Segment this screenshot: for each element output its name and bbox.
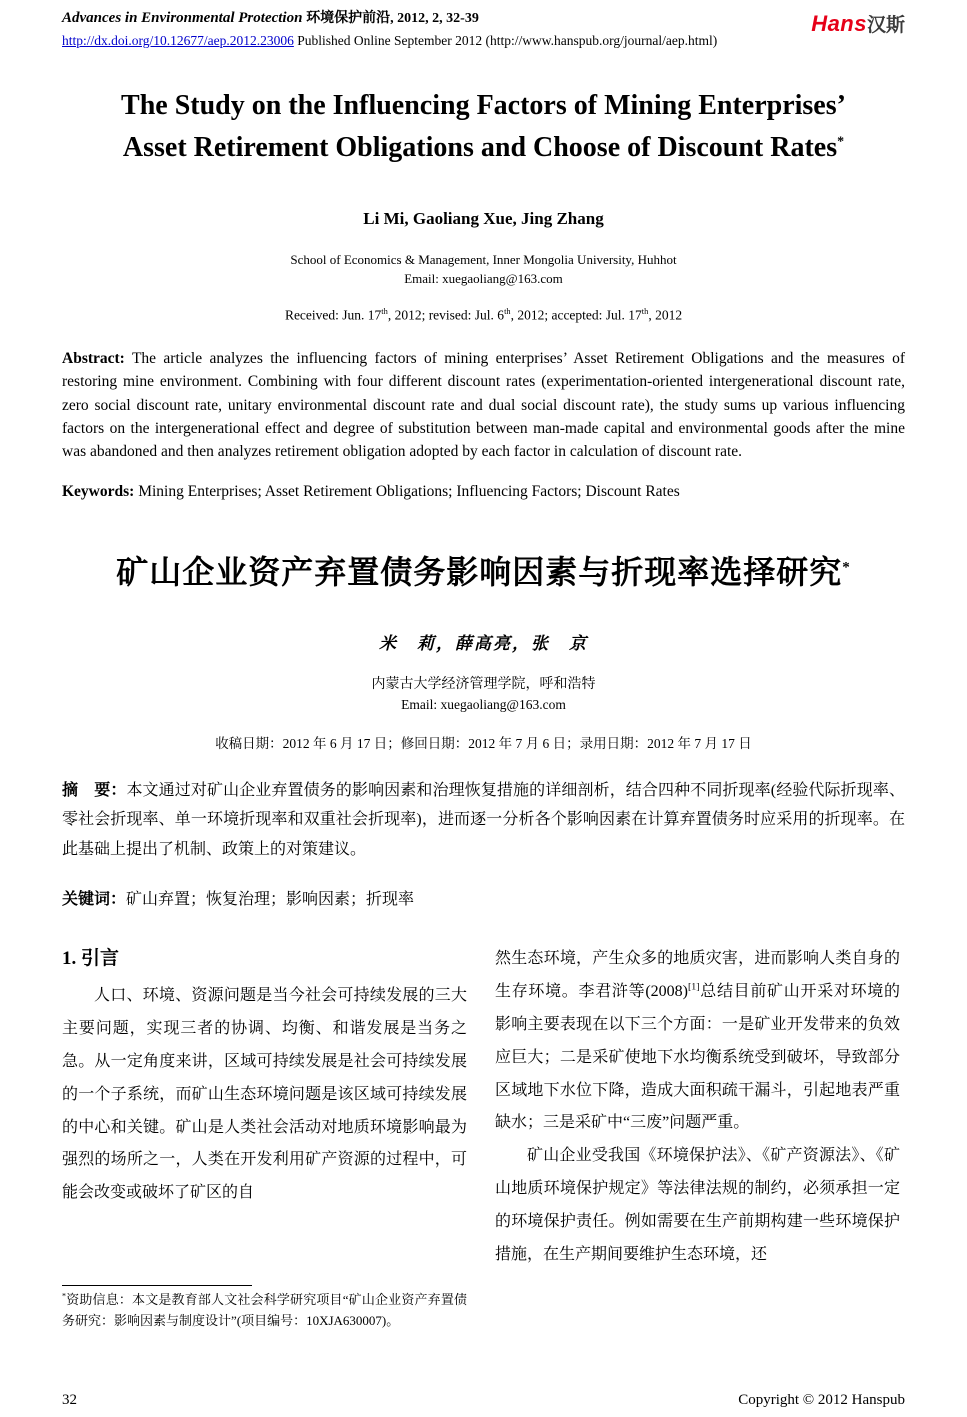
paper-title-en-line1: The Study on the Influencing Factors of Mining Enterprises’ — [121, 89, 846, 121]
abstract-en — [62, 347, 905, 463]
left-column — [62, 943, 467, 1331]
copyright-notice: Copyright © 2012 Hanspub — [738, 1392, 905, 1408]
footnote-text — [62, 1290, 467, 1332]
received-part: , 2012; revised: Jul. 6 — [387, 307, 505, 323]
page-header — [62, 8, 905, 49]
header-left — [62, 8, 717, 49]
hanspub-logo-hans-text: Hans — [811, 11, 867, 36]
doi-line — [62, 33, 717, 49]
keywords-label-cn: 关键词： — [62, 891, 127, 909]
authors-en: Li Mi, Gaoliang Xue, Jing Zhang — [363, 208, 604, 228]
footnote-mark: * — [62, 1291, 67, 1301]
right-para1-text: 然生态环境，产生众多的地质灾害，进而影响人类自身的生存环境。李君浒等(2008) — [495, 950, 900, 1001]
right-column-paragraph-1 — [495, 943, 900, 1140]
keywords-text-cn: 矿山弃置；恢复治理；影响因素；折现率 — [126, 891, 415, 909]
received-sup: th — [641, 306, 649, 316]
paper-title-en — [62, 85, 905, 169]
body-columns — [62, 943, 905, 1331]
page-number: 32 — [62, 1392, 77, 1408]
cn-title-footnote-mark: * — [842, 559, 851, 576]
journal-title-en: Advances in Environmental Protection — [62, 10, 303, 26]
email-en: Email: xuegaoliang@163.com — [404, 270, 563, 286]
keywords-en — [62, 483, 905, 501]
footnote-body: 资助信息：本文是教育部人文社会科学研究项目“矿山企业资产弃置债务研究：影响因素与制度设计”(项目编号：10XJA630007)。 — [62, 1291, 467, 1328]
received-dates-en — [62, 307, 905, 324]
received-part: , 2012 — [648, 307, 683, 323]
paper-title-en-line2-text: Asset Retirement Obligations and Choose of Discount Rates — [122, 131, 838, 163]
received-dates-cn: 收稿日期：2012 年 6 月 17 日；修回日期：2012 年 7 月 6 日；录用日期：2012 年 7 月 17 日 — [215, 735, 752, 751]
section-1-heading: 1. 引言 — [62, 948, 120, 970]
affiliation-en: School of Economics & Management, Inner Mongolia University, Huhhot — [290, 251, 677, 267]
hanspub-logo — [811, 10, 905, 37]
abstract-cn — [62, 776, 905, 865]
paper-title-cn-text: 矿山企业资产弃置债务影响因素与折现率选择研究 — [116, 554, 843, 591]
page-footer — [62, 1392, 905, 1409]
keywords-label-en: Keywords: — [62, 483, 135, 501]
published-info: Published Online September 2012 (http://www.hanspub.org/journal/aep.html) — [297, 32, 718, 48]
authors-cn: 米 莉，薛高亮，张 京 — [379, 634, 588, 654]
journal-title-cn: 环境保护前沿, 2012, 2, 32-39 — [306, 11, 479, 26]
received-part: , 2012; accepted: Jul. 17 — [510, 307, 642, 323]
received-sup: th — [504, 306, 511, 316]
affiliation-cn: 内蒙古大学经济管理学院，呼和浩特 — [371, 677, 596, 693]
citation-1-marker: [1] — [687, 981, 700, 993]
paper-title-en-line2 — [62, 127, 905, 169]
doi-link[interactable]: http://dx.doi.org/10.12677/aep.2012.23006 — [62, 32, 294, 48]
right-para1-text: 总结目前矿山开采对环境的影响主要表现在以下三个方面：一是矿业开发带来的负效应巨大；二是采矿使地下水均衡系统受到破坏，导致部分区域地下水位下降，造成大面积疏干漏斗，引起地表严重缺水；三是采矿中“三废”问题严重。 — [495, 983, 900, 1132]
footnote-divider — [62, 1285, 252, 1286]
abstract-text-en: The article analyzes the influencing factors of mining enterprises’ Asset Retirement Obligations and the measures of restoring mine environment. Combining with four different discount rates (experimentation-oriented intergenerational discount rate, zero social discount rate, unitary environmental discount rate and dual social discount rate), the study sums up various influencing factors on the intergenerational effect and degree of substitution between man-made capital and environmental goods after the mine was abandoned and then analyzes retirement obligation adopted by each factor in calculation of discount rate. — [62, 350, 905, 461]
received-part: Received: Jun. 17 — [284, 307, 382, 323]
received-sup: th — [381, 306, 388, 316]
right-column-paragraph-2: 矿山企业受我国《环境保护法》、《矿产资源法》、《矿山地质环境保护规定》等法律法规的制约，必须承担一定的环境保护责任。例如需要在生产前期构建一些环境保护措施，在生产期间要维护生态环境，还 — [495, 1147, 900, 1263]
abstract-label-en: Abstract: — [62, 350, 125, 368]
footnote-block — [62, 1285, 467, 1332]
hanspub-logo-cn-text: 汉斯 — [866, 15, 905, 36]
left-column-paragraph: 人口、环境、资源问题是当今社会可持续发展的三大主要问题，实现三者的协调、均衡、和谐发展是当务之急。从一定角度来讲，区域可持续发展是社会可持续发展的一个子系统，而矿山生态环境问题是该区域可持续发展的中心和关键。矿山是人类社会活动对地质环境影响最为强烈的场所之一，人类在开发利用矿产资源的过程中，可能会改变或破坏了矿区的自 — [62, 987, 467, 1202]
abstract-label-cn: 摘 要： — [62, 781, 127, 799]
paper-title-cn — [62, 547, 905, 593]
email-cn: Email: xuegaoliang@163.com — [401, 697, 566, 713]
keywords-text-en: Mining Enterprises; Asset Retirement Obligations; Influencing Factors; Discount Rates — [138, 483, 680, 501]
keywords-cn — [62, 886, 905, 909]
title-footnote-mark: * — [837, 134, 845, 150]
right-column — [495, 943, 900, 1331]
journal-title-line — [62, 8, 717, 29]
abstract-text-cn: 本文通过对矿山企业弃置债务的影响因素和治理恢复措施的详细剖析，结合四种不同折现率(经验代际折现率、零社会折现率、单一环境折现率和双重社会折现率)，进而逐一分析各个影响因素在计算弃置债务时应采用的折现率。在此基础上提出了机制、政策上的对策建议。 — [62, 781, 905, 858]
